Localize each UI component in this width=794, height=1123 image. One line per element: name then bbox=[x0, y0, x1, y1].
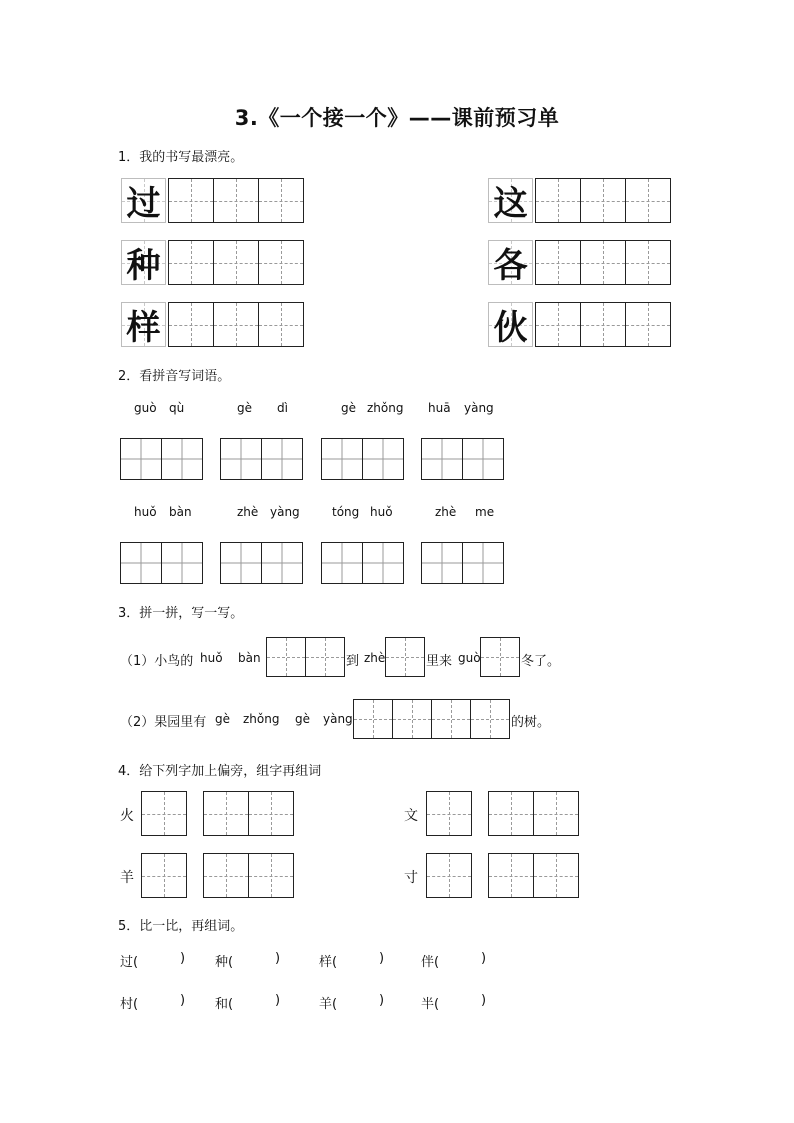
compare-char: 过( bbox=[120, 955, 139, 970]
compare-char: 羊( bbox=[319, 997, 338, 1012]
writing-cell[interactable] bbox=[248, 853, 294, 898]
writing-cell[interactable] bbox=[258, 302, 304, 347]
pinyin-text: bàn bbox=[169, 505, 192, 519]
question-3-heading: 3．拼一拼，写一写。 bbox=[118, 606, 244, 621]
model-char-box: 过 bbox=[121, 178, 166, 223]
compare-char: 和( bbox=[215, 997, 234, 1012]
sentence-2-text: 的树。 bbox=[511, 715, 551, 730]
model-char-box: 伙 bbox=[488, 302, 533, 347]
writing-cell[interactable] bbox=[462, 438, 504, 480]
pinyin-text: guò bbox=[458, 651, 481, 665]
writing-cell[interactable] bbox=[535, 302, 581, 347]
writing-cell[interactable] bbox=[426, 791, 472, 836]
writing-cell[interactable] bbox=[580, 302, 626, 347]
pinyin-text: guò bbox=[134, 401, 157, 415]
compare-char: 样( bbox=[319, 955, 338, 970]
writing-cell[interactable] bbox=[321, 438, 363, 480]
paren-close: ) bbox=[275, 951, 281, 966]
compare-char: 伴( bbox=[421, 955, 440, 970]
writing-cell[interactable] bbox=[168, 240, 214, 285]
pinyin-text: zhè bbox=[435, 505, 457, 519]
writing-cell[interactable] bbox=[533, 791, 579, 836]
pinyin-text: zhè bbox=[237, 505, 259, 519]
model-char-box: 种 bbox=[121, 240, 166, 285]
writing-cell[interactable] bbox=[535, 178, 581, 223]
writing-cell[interactable] bbox=[431, 699, 471, 739]
writing-cell[interactable] bbox=[353, 699, 393, 739]
pinyin-text: me bbox=[475, 505, 495, 519]
question-5-heading: 5．比一比，再组词。 bbox=[118, 919, 244, 934]
pinyin-text: zhǒng bbox=[367, 401, 404, 415]
writing-cell[interactable] bbox=[161, 542, 203, 584]
writing-cell[interactable] bbox=[305, 637, 345, 677]
model-char-box: 样 bbox=[121, 302, 166, 347]
sentence-1-text: 冬了。 bbox=[521, 654, 561, 669]
writing-cell[interactable] bbox=[258, 178, 304, 223]
writing-cell[interactable] bbox=[362, 542, 404, 584]
pinyin-text: huǒ bbox=[134, 505, 157, 519]
sentence-2-prefix: （2）果园里有 bbox=[120, 715, 207, 730]
writing-cell[interactable] bbox=[488, 791, 534, 836]
writing-cell[interactable] bbox=[421, 542, 463, 584]
base-char: 文 bbox=[404, 808, 418, 824]
writing-cell[interactable] bbox=[261, 542, 303, 584]
base-char: 羊 bbox=[120, 870, 134, 886]
writing-cell[interactable] bbox=[213, 240, 259, 285]
writing-cell[interactable] bbox=[168, 302, 214, 347]
question-1-heading: 1．我的书写最漂亮。 bbox=[118, 150, 244, 165]
writing-cell[interactable] bbox=[625, 302, 671, 347]
writing-cell[interactable] bbox=[266, 637, 306, 677]
compare-char: 种( bbox=[215, 955, 234, 970]
compare-char: 村( bbox=[120, 997, 139, 1012]
paren-close: ) bbox=[275, 993, 281, 1008]
writing-cell[interactable] bbox=[203, 791, 249, 836]
writing-cell[interactable] bbox=[580, 178, 626, 223]
writing-cell[interactable] bbox=[488, 853, 534, 898]
pinyin-text: zhǒng bbox=[243, 712, 280, 726]
writing-cell[interactable] bbox=[533, 853, 579, 898]
pinyin-text: gè bbox=[295, 712, 310, 726]
pinyin-text: huǒ bbox=[370, 505, 393, 519]
pinyin-text: gè bbox=[341, 401, 356, 415]
writing-cell[interactable] bbox=[261, 438, 303, 480]
pinyin-text: tóng bbox=[332, 505, 360, 519]
pinyin-text: yàng bbox=[464, 401, 494, 415]
paren-close: ) bbox=[481, 993, 487, 1008]
paren-close: ) bbox=[180, 951, 186, 966]
writing-cell[interactable] bbox=[213, 302, 259, 347]
writing-cell[interactable] bbox=[141, 853, 187, 898]
pinyin-text: zhè bbox=[364, 651, 386, 665]
writing-cell[interactable] bbox=[625, 240, 671, 285]
base-char: 寸 bbox=[404, 870, 418, 886]
page-title: 3.《一个接一个》——课前预习单 bbox=[234, 106, 560, 130]
paren-close: ) bbox=[379, 993, 385, 1008]
question-4-heading: 4．给下列字加上偏旁，组字再组词 bbox=[118, 764, 322, 779]
writing-cell[interactable] bbox=[120, 438, 162, 480]
writing-cell[interactable] bbox=[480, 637, 520, 677]
writing-cell[interactable] bbox=[168, 178, 214, 223]
writing-cell[interactable] bbox=[426, 853, 472, 898]
writing-cell[interactable] bbox=[535, 240, 581, 285]
writing-cell[interactable] bbox=[213, 178, 259, 223]
pinyin-text: dì bbox=[277, 401, 288, 415]
paren-close: ) bbox=[379, 951, 385, 966]
writing-cell[interactable] bbox=[161, 438, 203, 480]
paren-close: ) bbox=[180, 993, 186, 1008]
sentence-1-prefix: （1）小鸟的 bbox=[120, 654, 194, 669]
writing-cell[interactable] bbox=[470, 699, 510, 739]
writing-cell[interactable] bbox=[462, 542, 504, 584]
writing-cell[interactable] bbox=[120, 542, 162, 584]
model-char-box: 这 bbox=[488, 178, 533, 223]
writing-cell[interactable] bbox=[220, 542, 262, 584]
sentence-1-text: 到 bbox=[346, 654, 360, 669]
writing-cell[interactable] bbox=[625, 178, 671, 223]
writing-cell[interactable] bbox=[248, 791, 294, 836]
writing-cell[interactable] bbox=[421, 438, 463, 480]
writing-cell[interactable] bbox=[580, 240, 626, 285]
pinyin-text: gè bbox=[237, 401, 252, 415]
compare-char: 半( bbox=[421, 997, 440, 1012]
writing-cell[interactable] bbox=[258, 240, 304, 285]
writing-cell[interactable] bbox=[385, 637, 425, 677]
question-2-heading: 2．看拼音写词语。 bbox=[118, 369, 231, 384]
writing-cell[interactable] bbox=[362, 438, 404, 480]
writing-cell[interactable] bbox=[321, 542, 363, 584]
model-char-box: 各 bbox=[488, 240, 533, 285]
base-char: 火 bbox=[120, 808, 134, 824]
writing-cell[interactable] bbox=[392, 699, 432, 739]
pinyin-text: yàng bbox=[323, 712, 353, 726]
pinyin-text: bàn bbox=[238, 651, 261, 665]
pinyin-text: huā bbox=[428, 401, 451, 415]
writing-cell[interactable] bbox=[141, 791, 187, 836]
pinyin-text: gè bbox=[215, 712, 230, 726]
paren-close: ) bbox=[481, 951, 487, 966]
pinyin-text: qù bbox=[169, 401, 185, 415]
pinyin-text: huǒ bbox=[200, 651, 223, 665]
pinyin-text: yàng bbox=[270, 505, 300, 519]
writing-cell[interactable] bbox=[220, 438, 262, 480]
sentence-1-text: 里来 bbox=[426, 654, 453, 669]
writing-cell[interactable] bbox=[203, 853, 249, 898]
